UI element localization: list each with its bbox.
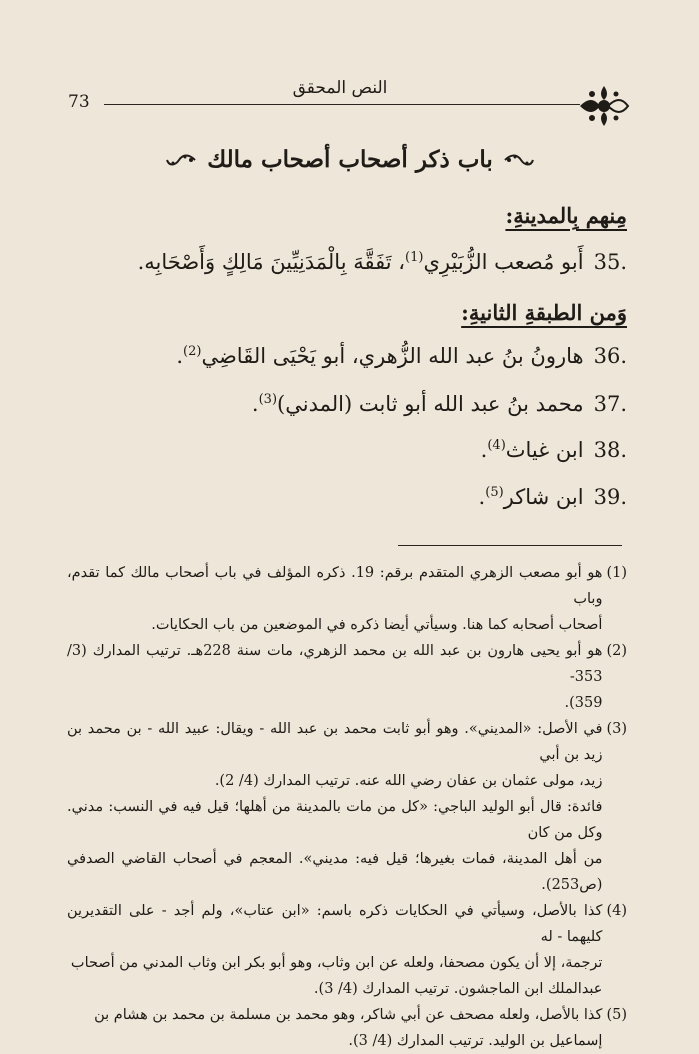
- entry-text: [138, 250, 584, 274]
- entry-description: ، تَفَقَّهَ بِالْمَدَنِيِّينَ مَالِكٍ وَأَصْحَابِه.: [137, 250, 406, 274]
- section-heading-text: وَمن الطبقةِ الثانيةِ:: [461, 300, 627, 325]
- footnote-line: 359).: [564, 695, 603, 711]
- footnote-separator: [398, 545, 622, 546]
- footnote: [67, 560, 627, 638]
- entry-name: ابن غياث: [505, 438, 584, 462]
- footnote-line: هو أبو يحيى هارون بن عبد الله بن محمد الزهري، مات سنة 228هـ. ترتيب المدارك (3/ 353-: [67, 643, 603, 685]
- footnote: [67, 638, 627, 716]
- footnote-ref: (4): [487, 438, 506, 453]
- footnote-line: كذا بالأصل، وسيأتي في الحكايات ذكره باسم: «ابن عتاب»، ولم أجد - على التقديرين كليهما - له: [67, 903, 603, 945]
- footnote-ref: (1): [405, 250, 424, 265]
- entry-description: .: [478, 485, 486, 509]
- flourish-left-icon: [165, 152, 197, 168]
- entry-number: 36.: [593, 344, 627, 368]
- section-heading: [60, 300, 627, 325]
- entry-description: .: [176, 344, 184, 368]
- entry-number: 37.: [593, 392, 627, 416]
- flourish-right-icon: [503, 152, 535, 168]
- footnote-number: (1): [606, 565, 627, 581]
- entry-name: محمد بنُ عبد الله أبو ثابت (المدني): [277, 392, 584, 416]
- footnote-line: عبدالملك ابن الماجشون. ترتيب المدارك (4/ 3).: [313, 981, 603, 997]
- footnote-number: (3): [606, 721, 627, 737]
- footnote-text: [94, 1002, 602, 1054]
- entry-text: [481, 438, 584, 462]
- entry-number: 39.: [593, 485, 627, 509]
- footnote-ref: (2): [183, 344, 202, 359]
- footnote-line: إسماعيل بن الوليد. ترتيب المدارك (4/ 3).: [348, 1033, 603, 1049]
- footnote-line: هو أبو مصعب الزهري المتقدم برقم: 19. ذكره المؤلف في باب أصحاب مالك كما تقدم، وباب: [67, 565, 603, 607]
- footnote-line: أصحاب أصحابه كما هنا. وسيأتي أيضا ذكره في الموضعين من باب الحكايات.: [151, 617, 603, 633]
- footnote-text: [67, 638, 602, 716]
- entry-name: أَبو مُصعب الزُّبَيْرِي: [423, 250, 584, 274]
- footnote-line: ترجمة، إلا أن يكون مصحفا، ولعله عن ابن وثاب، وهو أبو بكر ابن وثاب المدني من أصحاب: [70, 955, 603, 971]
- footnote-line: كذا بالأصل، ولعله مصحف عن أبي شاكر، وهو محمد بن مسلمة بن محمد بن هشام بن: [94, 1007, 603, 1023]
- entry-name: هارونُ بنُ عبد الله الزُّهري، أبو يَحْيَى القَاضِي: [201, 344, 584, 368]
- entry-number: 35.: [593, 250, 627, 274]
- entry-text: [479, 485, 584, 509]
- entry-text: [176, 344, 583, 368]
- footnote-text: [67, 898, 602, 1002]
- running-header-title: النص المحقق: [292, 78, 388, 98]
- entry-name: ابن شاكر: [503, 485, 584, 509]
- ornament-icon: [578, 82, 630, 130]
- footnote-line: في الأصل: «المديني». وهو أبو ثابت محمد بن عبد الله - ويقال: عبيد الله - بن محمد بن زيد بن أبي: [67, 721, 603, 763]
- chapter-heading: [160, 146, 540, 173]
- list-entry: [60, 344, 627, 368]
- footnotes: [67, 560, 627, 1054]
- footnote: [67, 1002, 627, 1054]
- footnote-line: فائدة: قال أبو الوليد الباجي: «كل من مات بالمدينة من أهلها؛ قيل فيه في النسب: مدني. وكل من كان: [67, 799, 603, 841]
- entry-description: .: [480, 438, 488, 462]
- footnote-number: (4): [606, 903, 627, 919]
- footnote-number: (5): [606, 1007, 627, 1023]
- section-heading-text: مِنهم بِالمدينةِ:: [505, 203, 627, 228]
- footnote-ref: (5): [485, 485, 504, 500]
- footnote-line: من أهل المدينة، فمات بغيرها؛ قيل فيه: مديني». المعجم في أصحاب القاضي الصدفي (ص253).: [67, 851, 603, 893]
- entry-number: 38.: [593, 438, 627, 462]
- footnote-line: زيد، مولى عثمان بن عفان رضي الله عنه. ترتيب المدارك (4/ 2).: [214, 773, 603, 789]
- footnote: [67, 716, 627, 898]
- footnote-number: (2): [606, 643, 627, 659]
- list-entry: [60, 438, 627, 462]
- section-heading: [60, 203, 627, 228]
- list-entry: [60, 250, 627, 274]
- chapter-title: باب ذكر أصحاب أصحاب مالك: [207, 146, 493, 173]
- footnote-text: [67, 560, 602, 638]
- page-number: 73: [68, 92, 90, 112]
- entry-description: .: [251, 392, 259, 416]
- footnote-text: [67, 716, 602, 898]
- footnote-ref: (3): [258, 392, 278, 407]
- footnote: [67, 898, 627, 1002]
- header-rule: [104, 104, 580, 105]
- entry-text: [252, 392, 584, 416]
- list-entry: [60, 392, 627, 416]
- list-entry: [60, 485, 627, 509]
